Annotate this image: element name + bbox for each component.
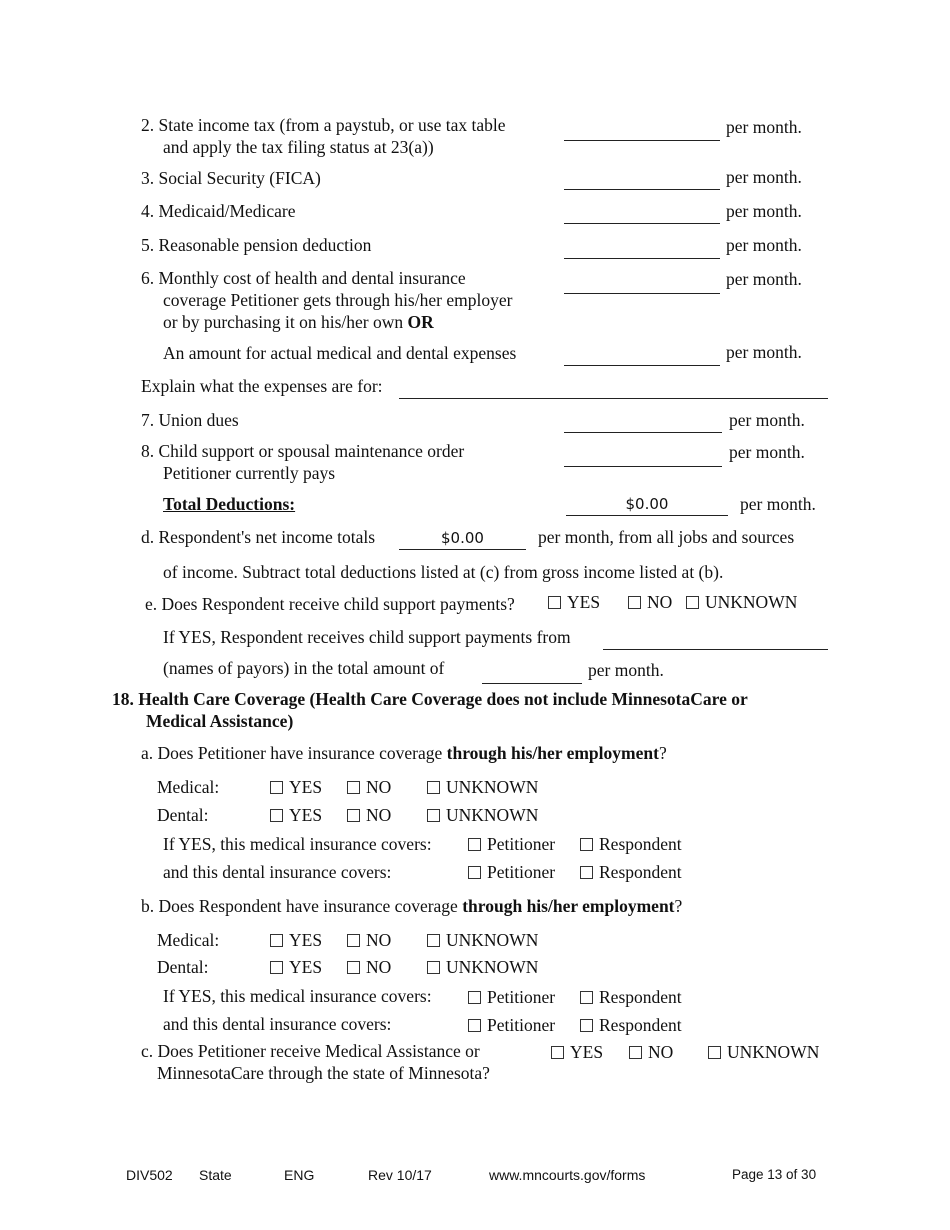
c-yes-checkbox[interactable]: YES	[551, 1041, 603, 1063]
item2-per-month: per month.	[726, 117, 802, 137]
explain-field[interactable]	[399, 398, 828, 399]
a-dental-unknown-checkbox[interactable]: UNKNOWN	[427, 804, 538, 826]
b-medical-no-checkbox[interactable]: NO	[347, 929, 391, 951]
b-dental-label: Dental:	[157, 957, 209, 977]
checkbox-icon	[580, 838, 593, 851]
total-deductions-label: Total Deductions:	[163, 494, 296, 514]
item2-amount-field[interactable]	[564, 140, 720, 141]
item5-amount-field[interactable]	[564, 258, 720, 259]
checkbox-icon	[270, 961, 283, 974]
item8-amount-field[interactable]	[564, 466, 722, 467]
item6-amount-field[interactable]	[564, 293, 720, 294]
checkbox-icon	[629, 1046, 642, 1059]
item7-amount-field[interactable]	[564, 432, 722, 433]
a-medical-yes-checkbox[interactable]: YES	[270, 776, 322, 798]
item6-alt-per-month: per month.	[726, 342, 802, 362]
a-medical-covers-petitioner-checkbox[interactable]: Petitioner	[468, 833, 555, 855]
item6-label-line3: or by purchasing it on his/her own OR	[163, 312, 434, 332]
payors-amount-label: (names of payors) in the total amount of	[163, 658, 445, 678]
b-medical-unknown-checkbox[interactable]: UNKNOWN	[427, 929, 538, 951]
checkbox-icon	[580, 866, 593, 879]
item6-label-line2: coverage Petitioner gets through his/her employer	[163, 290, 513, 310]
b-dental-yes-checkbox[interactable]: YES	[270, 956, 322, 978]
b-medical-covers-respondent-checkbox[interactable]: Respondent	[580, 986, 682, 1008]
a-medical-label: Medical:	[157, 777, 220, 797]
payors-field[interactable]	[603, 649, 828, 650]
b-medical-label: Medical:	[157, 930, 220, 950]
item8-per-month: per month.	[729, 442, 805, 462]
checkbox-icon	[427, 809, 440, 822]
footer-form-id: DIV502	[126, 1167, 173, 1183]
item4-per-month: per month.	[726, 201, 802, 221]
question-b: b. Does Respondent have insurance coverage through his/her employment?	[141, 896, 683, 916]
c-unknown-checkbox[interactable]: UNKNOWN	[708, 1041, 819, 1063]
checkbox-icon	[347, 934, 360, 947]
checkbox-icon	[580, 1019, 593, 1032]
a-dental-no-checkbox[interactable]: NO	[347, 804, 391, 826]
child-support-unknown-checkbox[interactable]: UNKNOWN	[686, 591, 797, 613]
checkbox-icon	[427, 934, 440, 947]
checkbox-icon	[468, 838, 481, 851]
footer-page-number: Page 13 of 30	[732, 1167, 817, 1182]
child-support-yes-checkbox[interactable]: YES	[548, 591, 600, 613]
checkbox-icon	[708, 1046, 721, 1059]
child-support-question: e. Does Respondent receive child support payments?	[145, 594, 515, 614]
checkbox-icon	[628, 596, 641, 609]
item6-label-line1: 6. Monthly cost of health and dental insurance	[141, 268, 466, 288]
item4-amount-field[interactable]	[564, 223, 720, 224]
item5-per-month: per month.	[726, 235, 802, 255]
checkbox-icon	[468, 1019, 481, 1032]
a-dental-covers-petitioner-checkbox[interactable]: Petitioner	[468, 861, 555, 883]
checkbox-icon	[270, 934, 283, 947]
checkbox-icon	[347, 781, 360, 794]
checkbox-icon	[551, 1046, 564, 1059]
a-medical-no-checkbox[interactable]: NO	[347, 776, 391, 798]
explain-label: Explain what the expenses are for:	[141, 376, 383, 396]
item7-label: 7. Union dues	[141, 410, 239, 430]
item6-per-month: per month.	[726, 269, 802, 289]
section-18-heading: 18. Health Care Coverage (Health Care Coverage does not include MinnesotaCare or	[112, 689, 748, 709]
checkbox-icon	[347, 961, 360, 974]
item6-alt-label: An amount for actual medical and dental expenses	[163, 343, 517, 363]
or-emphasis: OR	[407, 312, 434, 332]
payors-label: If YES, Respondent receives child support payments from	[163, 627, 571, 647]
checkbox-icon	[686, 596, 699, 609]
footer-revision: Rev 10/17	[368, 1167, 432, 1183]
net-income-suffix: per month, from all jobs and sources	[538, 527, 795, 547]
net-income-value[interactable]: $0.00	[441, 529, 484, 547]
checkbox-icon	[427, 781, 440, 794]
question-c-line1: c. Does Petitioner receive Medical Assistance or	[141, 1041, 480, 1061]
item8-label-line1: 8. Child support or spousal maintenance order	[141, 441, 465, 461]
total-deductions-per-month: per month.	[740, 494, 816, 514]
item3-per-month: per month.	[726, 167, 802, 187]
section-18-heading-line2: Medical Assistance)	[146, 711, 294, 731]
b-medical-covers-petitioner-checkbox[interactable]: Petitioner	[468, 986, 555, 1008]
total-deductions-value[interactable]: $0.00	[625, 495, 669, 513]
checkbox-icon	[270, 781, 283, 794]
a-medical-covers-label: If YES, this medical insurance covers:	[163, 834, 432, 854]
item2-label-line2: and apply the tax filing status at 23(a))	[163, 137, 434, 157]
item3-label: 3. Social Security (FICA)	[141, 168, 321, 188]
net-income-instructions: of income. Subtract total deductions listed at (c) from gross income listed at (b).	[163, 562, 724, 582]
checkbox-icon	[427, 961, 440, 974]
item8-label-line2: Petitioner currently pays	[163, 463, 336, 483]
checkbox-icon	[468, 866, 481, 879]
item6-alt-amount-field[interactable]	[564, 365, 720, 366]
checkbox-icon	[580, 991, 593, 1004]
item2-label-line1: 2. State income tax (from a paystub, or use tax table	[141, 115, 506, 135]
item7-per-month: per month.	[729, 410, 805, 430]
payors-amount-field[interactable]	[482, 683, 582, 684]
a-medical-unknown-checkbox[interactable]: UNKNOWN	[427, 776, 538, 798]
payors-per-month: per month.	[588, 660, 664, 680]
b-medical-yes-checkbox[interactable]: YES	[270, 929, 322, 951]
footer-type: State	[199, 1167, 232, 1183]
child-support-no-checkbox[interactable]: NO	[628, 591, 672, 613]
item4-label: 4. Medicaid/Medicare	[141, 201, 296, 221]
checkbox-icon	[270, 809, 283, 822]
b-dental-covers-label: and this dental insurance covers:	[163, 1014, 392, 1034]
checkbox-icon	[347, 809, 360, 822]
a-dental-yes-checkbox[interactable]: YES	[270, 804, 322, 826]
b-medical-covers-label: If YES, this medical insurance covers:	[163, 986, 432, 1006]
a-dental-covers-label: and this dental insurance covers:	[163, 862, 392, 882]
total-deductions-underline	[566, 515, 728, 516]
b-dental-no-checkbox[interactable]: NO	[347, 956, 391, 978]
question-a: a. Does Petitioner have insurance coverage through his/her employment?	[141, 743, 667, 763]
item5-label: 5. Reasonable pension deduction	[141, 235, 372, 255]
footer-url[interactable]: www.mncourts.gov/forms	[489, 1167, 646, 1183]
c-no-checkbox[interactable]: NO	[629, 1041, 673, 1063]
footer-language: ENG	[284, 1167, 315, 1183]
a-dental-covers-respondent-checkbox[interactable]: Respondent	[580, 861, 682, 883]
checkbox-icon	[548, 596, 561, 609]
question-c-line2: MinnesotaCare through the state of Minnesota?	[157, 1063, 490, 1083]
a-dental-label: Dental:	[157, 805, 209, 825]
net-income-underline	[399, 549, 526, 550]
net-income-label: d. Respondent's net income totals	[141, 527, 376, 547]
b-dental-covers-petitioner-checkbox[interactable]: Petitioner	[468, 1014, 555, 1036]
b-dental-unknown-checkbox[interactable]: UNKNOWN	[427, 956, 538, 978]
b-dental-covers-respondent-checkbox[interactable]: Respondent	[580, 1014, 682, 1036]
checkbox-icon	[468, 991, 481, 1004]
a-medical-covers-respondent-checkbox[interactable]: Respondent	[580, 833, 682, 855]
item3-amount-field[interactable]	[564, 189, 720, 190]
